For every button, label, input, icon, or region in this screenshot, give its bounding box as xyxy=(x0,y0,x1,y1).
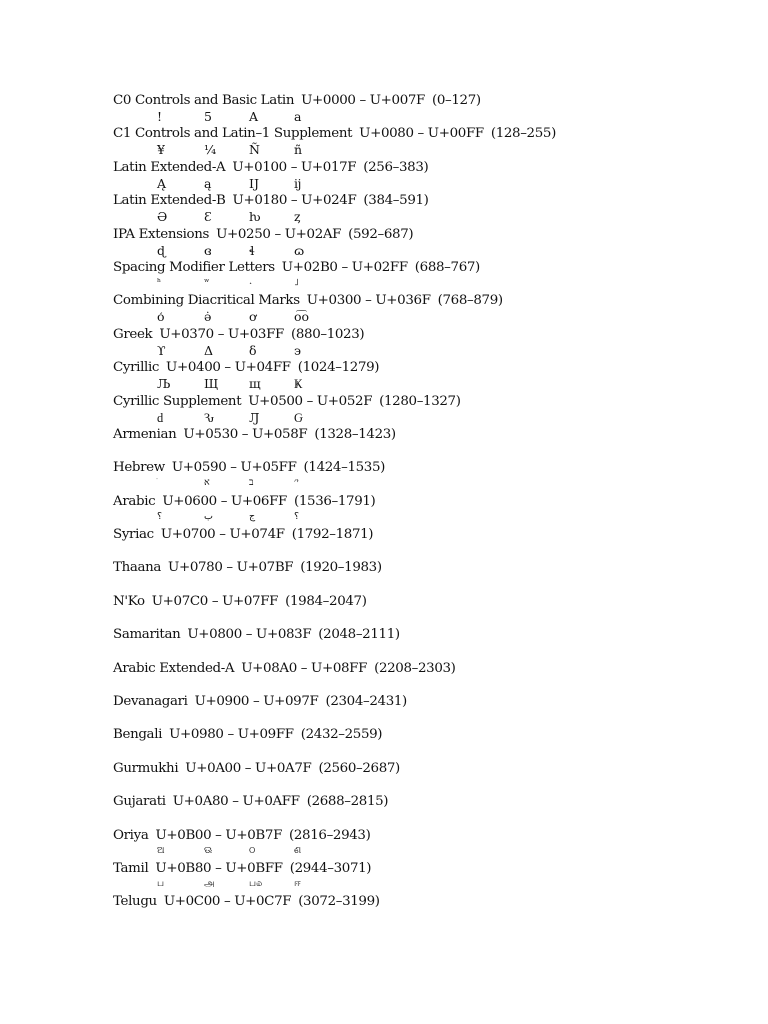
sample-character: ஈ xyxy=(294,877,301,889)
unicode-block xyxy=(113,159,673,192)
block-code-range: U+0B00 – U+0B7F xyxy=(155,827,283,843)
block-title-line xyxy=(113,593,367,611)
block-decimal-range: (1328–1423) xyxy=(314,426,396,442)
sample-characters xyxy=(113,877,413,893)
block-name: Latin Extended-B xyxy=(113,193,226,209)
sample-characters xyxy=(113,109,413,125)
sample-character: Љ xyxy=(157,376,171,392)
sample-characters xyxy=(113,410,413,426)
block-name: IPA Extensions xyxy=(113,226,210,242)
block-title-line xyxy=(113,693,407,711)
block-code-range: U+0800 – U+083F xyxy=(187,627,312,643)
sample-character: ɞ xyxy=(204,242,212,258)
block-name: N'Ko xyxy=(113,593,145,609)
sample-character: Ɛ xyxy=(204,209,212,225)
block-title-line xyxy=(113,626,400,644)
sample-character: ȥ xyxy=(294,209,301,225)
block-name: Oriya xyxy=(113,827,149,843)
unicode-block xyxy=(113,192,673,225)
block-decimal-range: (688–767) xyxy=(414,259,480,275)
sample-character: ¥ xyxy=(157,142,165,158)
block-code-range: U+0780 – U+07BF xyxy=(168,560,294,576)
sample-character: ଅ xyxy=(157,844,165,856)
sample-characters xyxy=(113,176,413,192)
sample-character: ب xyxy=(204,510,213,522)
block-title-line xyxy=(113,526,373,544)
sample-character: щ xyxy=(249,376,261,392)
block-name: Cyrillic Supplement xyxy=(113,393,242,409)
block-code-range: U+0300 – U+036F xyxy=(306,293,431,309)
block-decimal-range: (768–879) xyxy=(437,293,503,309)
block-code-range: U+0700 – U+074F xyxy=(160,527,285,543)
sample-character: ଠ xyxy=(249,844,256,856)
sample-character: ப௰ xyxy=(249,877,263,889)
sample-character: ơ xyxy=(249,309,257,325)
sample-character: ¼ xyxy=(204,142,217,158)
block-decimal-range: (2208–2303) xyxy=(374,660,456,676)
unicode-block xyxy=(113,693,673,726)
unicode-block xyxy=(113,393,673,426)
sample-character: ப xyxy=(157,877,165,889)
block-title-line xyxy=(113,860,371,878)
sample-character: ɷ xyxy=(294,242,305,258)
sample-character: ԁ xyxy=(157,409,164,425)
block-title-line xyxy=(113,426,396,444)
block-title-line xyxy=(113,125,556,143)
sample-character: Ə xyxy=(157,209,168,225)
unicode-block xyxy=(113,493,673,526)
sample-character: a xyxy=(294,109,302,124)
sample-character: ଣ xyxy=(294,844,302,856)
block-decimal-range: (592–687) xyxy=(348,226,414,242)
sample-character: ϒ xyxy=(157,342,166,358)
block-decimal-range: (1024–1279) xyxy=(297,360,380,376)
sample-character: ؟ xyxy=(294,510,300,522)
block-name: Hebrew xyxy=(113,460,165,476)
block-decimal-range: (1424–1535) xyxy=(303,460,385,476)
block-code-range: U+0180 – U+024F xyxy=(232,193,357,209)
block-decimal-range: (1984–2047) xyxy=(285,593,367,609)
unicode-block xyxy=(113,593,673,626)
sample-character: ʷ xyxy=(204,276,210,288)
unicode-block xyxy=(113,559,673,592)
block-decimal-range: (2560–2687) xyxy=(318,760,400,776)
block-title-line xyxy=(113,92,481,110)
sample-character: அ xyxy=(204,877,215,889)
sample-character: Ñ xyxy=(249,142,260,158)
sample-characters xyxy=(113,844,413,860)
sample-character: א xyxy=(204,477,210,489)
unicode-block xyxy=(113,292,673,325)
sample-character: ج xyxy=(249,510,256,522)
block-name: Devanagari xyxy=(113,694,188,710)
block-decimal-range: (3072–3199) xyxy=(298,894,380,910)
block-code-range: U+0980 – U+09FF xyxy=(169,727,294,743)
block-name: Thaana xyxy=(113,560,162,576)
block-decimal-range: (2048–2111) xyxy=(318,627,400,643)
block-code-range: U+0600 – U+06FF xyxy=(162,493,287,509)
sample-characters xyxy=(113,309,413,325)
block-code-range: U+08A0 – U+08FF xyxy=(241,660,368,676)
block-title-line xyxy=(113,459,385,477)
block-decimal-range: (1792–1871) xyxy=(291,527,374,543)
sample-character: ą xyxy=(204,175,212,191)
block-decimal-range: (1280–1327) xyxy=(379,393,461,409)
sample-character: ؟ xyxy=(157,510,163,522)
block-title-line xyxy=(113,760,400,778)
sample-character: o͡o xyxy=(294,309,310,325)
sample-characters xyxy=(113,142,413,158)
block-title-line xyxy=(113,660,456,678)
sample-characters xyxy=(113,343,413,359)
block-decimal-range: (0–127) xyxy=(432,93,481,108)
block-name: Gurmukhi xyxy=(113,760,179,776)
unicode-block xyxy=(113,660,673,693)
unicode-block xyxy=(113,459,673,492)
block-name: Combining Diacritical Marks xyxy=(113,293,300,309)
sample-characters xyxy=(113,243,413,259)
block-code-range: U+0530 – U+058F xyxy=(183,426,308,442)
unicode-block xyxy=(113,860,673,893)
unicode-block xyxy=(113,326,673,359)
block-code-range: U+02B0 – U+02FF xyxy=(281,259,408,275)
block-name: Arabic xyxy=(113,493,156,509)
block-decimal-range: (256–383) xyxy=(363,159,429,175)
block-code-range: U+0900 – U+097F xyxy=(194,694,319,710)
block-name: Greek xyxy=(113,326,153,342)
sample-character xyxy=(157,476,197,489)
block-title-line xyxy=(113,827,370,845)
block-code-range: U+0000 – U+007F xyxy=(301,93,425,108)
block-decimal-range: (1536–1791) xyxy=(293,493,376,509)
block-decimal-range: (2304–2431) xyxy=(325,694,407,710)
block-code-range: U+0400 – U+04FF xyxy=(166,360,291,376)
unicode-block-list xyxy=(113,92,673,927)
unicode-block xyxy=(113,726,673,759)
block-name: C1 Controls and Latin–1 Supplement xyxy=(113,126,353,142)
block-name: Telugu xyxy=(113,894,157,910)
sample-character: ˩ xyxy=(294,276,299,288)
block-code-range: U+0A00 – U+0A7F xyxy=(185,760,312,776)
block-name: Syriac xyxy=(113,527,154,543)
block-code-range: U+0B80 – U+0BFF xyxy=(155,860,283,876)
block-code-range: U+0370 – U+03FF xyxy=(159,326,284,342)
sample-character: ə̇ xyxy=(204,309,212,325)
sample-character: ĳ xyxy=(294,175,301,191)
block-title-line xyxy=(113,259,480,277)
sample-character: י׳ xyxy=(294,477,299,489)
block-code-range: U+0100 – U+017F xyxy=(232,159,357,175)
sample-character: δ xyxy=(249,342,257,358)
sample-character: ɖ xyxy=(157,242,166,258)
sample-character: ב xyxy=(249,477,254,489)
sample-character: 5 xyxy=(204,109,212,124)
sample-character: Ԍ xyxy=(294,409,304,425)
sample-character: Δ xyxy=(204,342,214,358)
block-name: Gujarati xyxy=(113,794,166,810)
block-title-line xyxy=(113,192,429,210)
sample-characters xyxy=(113,476,413,492)
unicode-block xyxy=(113,92,673,125)
sample-character: ɬ xyxy=(249,242,255,258)
block-decimal-range: (2816–2943) xyxy=(289,827,371,843)
sample-character: Ԓ xyxy=(249,409,260,425)
block-title-line xyxy=(113,292,503,310)
block-name: Tamil xyxy=(113,860,149,876)
block-name: Arabic Extended-A xyxy=(113,660,235,676)
unicode-block xyxy=(113,359,673,392)
sample-character: ଊ xyxy=(204,844,213,856)
sample-character: Ҝ xyxy=(294,376,303,392)
block-code-range: U+0590 – U+05FF xyxy=(171,460,297,476)
sample-characters xyxy=(113,510,413,526)
block-title-line xyxy=(113,159,428,177)
block-title-line xyxy=(113,226,413,244)
unicode-block xyxy=(113,793,673,826)
sample-character: Ԅ xyxy=(204,409,215,425)
sample-character: ! xyxy=(157,109,163,124)
block-title-line xyxy=(113,359,379,377)
block-title-line xyxy=(113,793,388,811)
block-name: C0 Controls and Basic Latin xyxy=(113,93,295,108)
block-title-line xyxy=(113,559,382,577)
block-code-range: U+0250 – U+02AF xyxy=(216,226,342,242)
block-decimal-range: (880–1023) xyxy=(290,326,365,342)
unicode-block xyxy=(113,893,673,926)
block-decimal-range: (1920–1983) xyxy=(300,560,382,576)
block-decimal-range: (2688–2815) xyxy=(306,794,389,810)
block-title-line xyxy=(113,326,364,344)
block-name: Samaritan xyxy=(113,627,181,643)
sample-character: ϶ xyxy=(294,342,302,358)
block-title-line xyxy=(113,493,375,511)
block-name: Spacing Modifier Letters xyxy=(113,259,275,275)
sample-character: A xyxy=(249,109,259,124)
unicode-block xyxy=(113,526,673,559)
sample-characters xyxy=(113,276,413,292)
sample-character: Ĳ xyxy=(249,175,260,191)
block-name: Bengali xyxy=(113,727,163,743)
sample-characters xyxy=(113,376,413,392)
sample-character: ˔ xyxy=(249,276,253,288)
unicode-block xyxy=(113,125,673,158)
unicode-block xyxy=(113,626,673,659)
sample-character: Ą xyxy=(157,175,167,191)
unicode-block xyxy=(113,259,673,292)
sample-character: ƕ xyxy=(249,209,261,225)
sample-character: o̒ xyxy=(157,309,165,325)
unicode-block xyxy=(113,827,673,860)
block-name: Armenian xyxy=(113,426,177,442)
block-code-range: U+0C00 – U+0C7F xyxy=(163,894,292,910)
block-name: Latin Extended-A xyxy=(113,159,226,175)
block-decimal-range: (2432–2559) xyxy=(300,727,383,743)
block-decimal-range: (384–591) xyxy=(363,193,429,209)
block-decimal-range: (128–255) xyxy=(490,126,556,142)
block-name: Cyrillic xyxy=(113,360,160,376)
block-title-line xyxy=(113,893,380,911)
block-code-range: U+0080 – U+00FF xyxy=(359,126,484,142)
unicode-block xyxy=(113,760,673,793)
unicode-block xyxy=(113,426,673,459)
block-decimal-range: (2944–3071) xyxy=(289,860,372,876)
sample-characters xyxy=(113,209,413,225)
sample-character: ñ xyxy=(294,142,303,158)
block-code-range: U+0500 – U+052F xyxy=(248,393,373,409)
sample-character: Щ xyxy=(204,376,219,392)
block-title-line xyxy=(113,393,461,411)
unicode-block xyxy=(113,226,673,259)
block-code-range: U+0A80 – U+0AFF xyxy=(172,794,300,810)
block-code-range: U+07C0 – U+07FF xyxy=(151,593,279,609)
sample-character: ʰ xyxy=(157,276,162,288)
block-title-line xyxy=(113,726,382,744)
